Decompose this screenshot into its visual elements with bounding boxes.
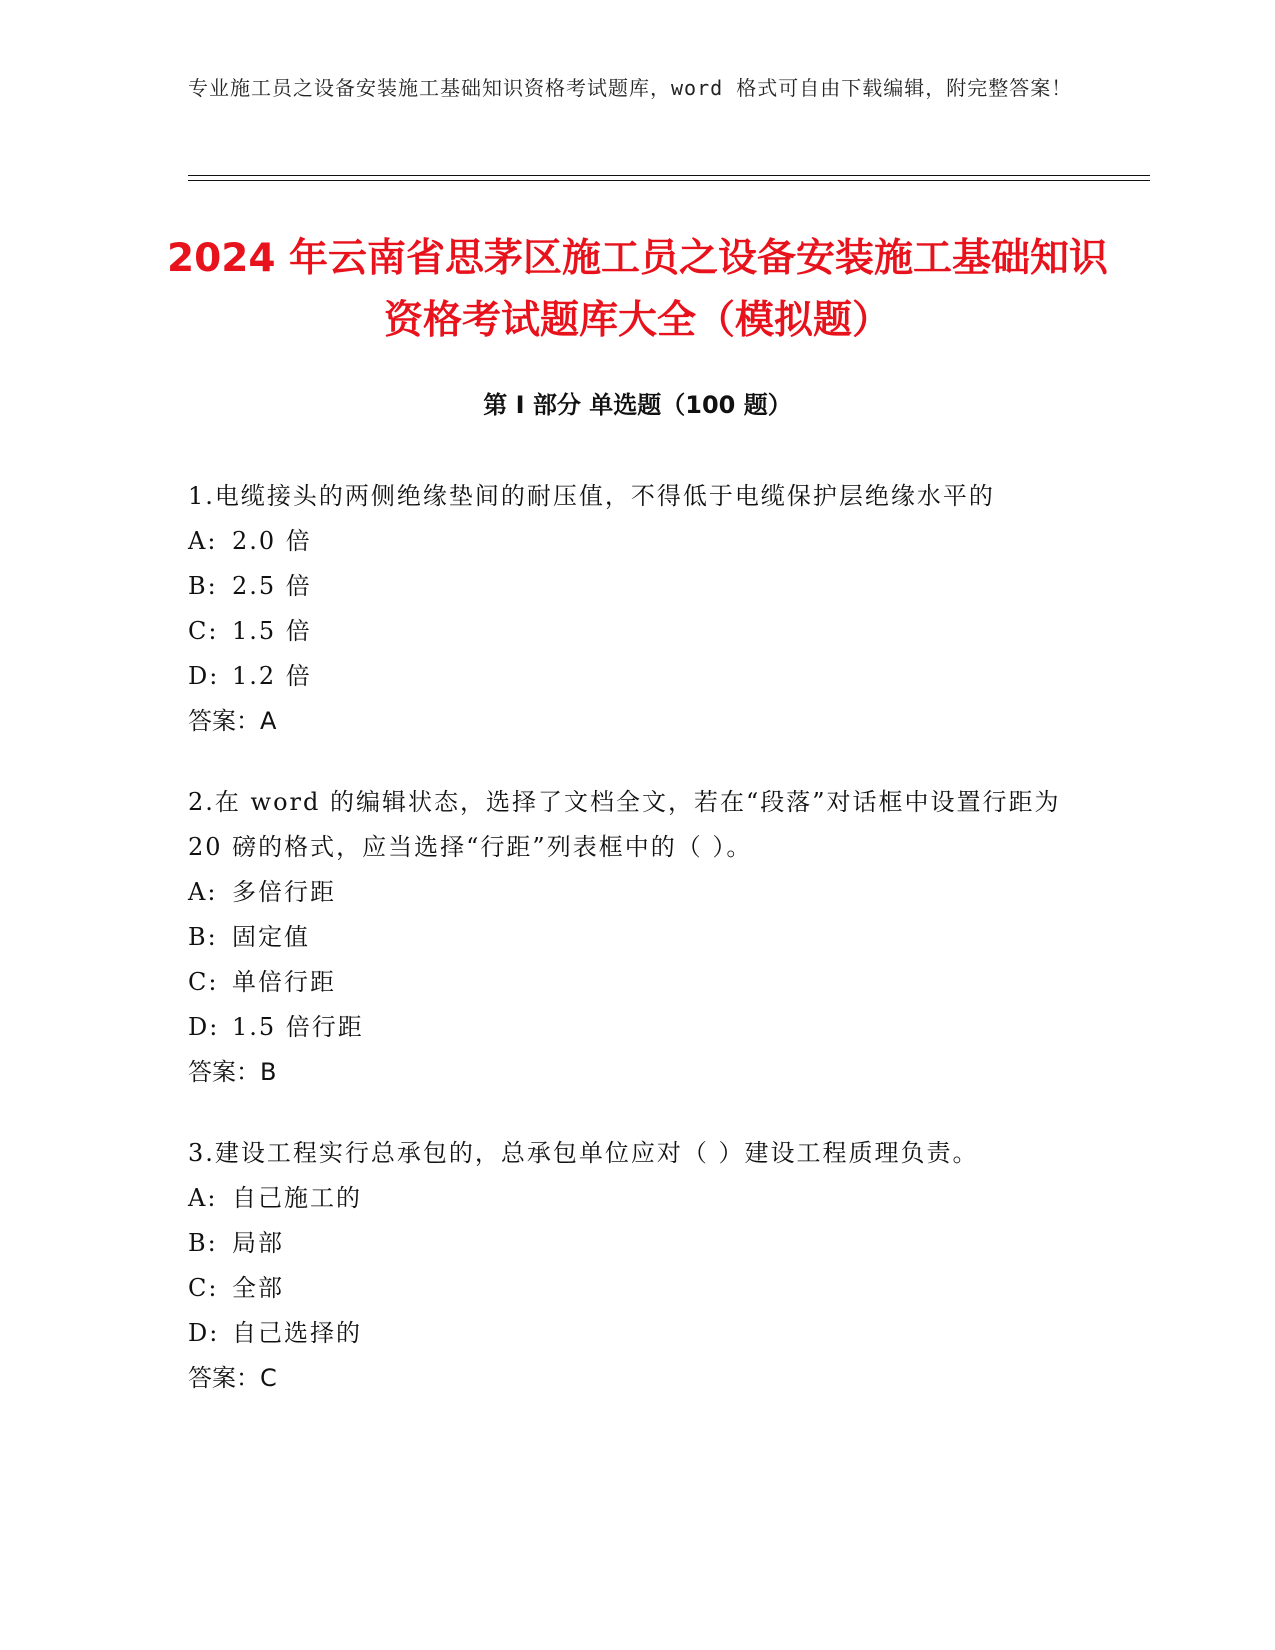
option-a: [188, 870, 1088, 915]
option-c: [188, 960, 1088, 1005]
answer-line: 答案：A: [188, 707, 277, 735]
option-b: [188, 915, 1088, 960]
option-letter: A:: [188, 878, 218, 906]
option-a: [188, 1176, 1088, 1221]
option-text: 自己选择的: [232, 1319, 362, 1347]
option-text: 2.5 倍: [232, 572, 312, 600]
option-text: 自己施工的: [232, 1184, 362, 1212]
header-divider-top: [188, 175, 1150, 176]
option-text: 局部: [232, 1229, 284, 1257]
option-letter: B:: [188, 1229, 218, 1257]
option-text: 2.0 倍: [232, 527, 312, 555]
option-b: [188, 564, 1088, 609]
option-text: 固定值: [232, 923, 310, 951]
question-1: [188, 474, 1088, 744]
option-d: [188, 1311, 1088, 1356]
option-text: 1.5 倍: [232, 617, 312, 645]
question-stem: 1.电缆接头的两侧绝缘垫间的耐压值，不得低于电缆保护层绝缘水平的: [188, 482, 995, 510]
option-text: 1.5 倍行距: [232, 1013, 364, 1041]
option-c: [188, 609, 1088, 654]
option-letter: C:: [188, 617, 219, 645]
option-letter: D:: [188, 1013, 220, 1041]
header-divider-bottom: [188, 180, 1150, 181]
option-b: [188, 1221, 1088, 1266]
question-3: [188, 1131, 1088, 1401]
option-letter: A:: [188, 527, 218, 555]
option-letter: C:: [188, 968, 219, 996]
question-stem: 2.在 word 的编辑状态，选择了文档全文，若在“段落”对话框中设置行距为 20 磅的格式，应当选择“行距”列表框中的（ ）。: [188, 788, 1061, 861]
section-heading: 第 I 部分 单选题（100 题）: [483, 391, 792, 419]
option-letter: C:: [188, 1274, 219, 1302]
option-letter: D:: [188, 1319, 220, 1347]
option-text: 单倍行距: [232, 968, 336, 996]
option-c: [188, 1266, 1088, 1311]
option-text: 多倍行距: [232, 878, 336, 906]
question-list: [188, 474, 1088, 1437]
option-a: [188, 519, 1088, 564]
option-letter: A:: [188, 1184, 218, 1212]
option-letter: D:: [188, 662, 220, 690]
option-d: [188, 1005, 1088, 1050]
option-letter: B:: [188, 572, 218, 600]
option-text: 1.2 倍: [232, 662, 312, 690]
answer-line: 答案：C: [188, 1364, 277, 1392]
document-title: 2024 年云南省思茅区施工员之设备安装施工基础知识资格考试题库大全（模拟题）: [166, 236, 1109, 343]
answer-line: 答案：B: [188, 1058, 277, 1086]
header-note: 专业施工员之设备安装施工基础知识资格考试题库，word 格式可自由下载编辑，附完整答案！: [188, 76, 1073, 100]
question-stem: 3.建设工程实行总承包的，总承包单位应对（ ）建设工程质理负责。: [188, 1139, 979, 1167]
option-d: [188, 654, 1088, 699]
option-letter: B:: [188, 923, 218, 951]
option-text: 全部: [232, 1274, 284, 1302]
question-2: [188, 780, 1088, 1095]
